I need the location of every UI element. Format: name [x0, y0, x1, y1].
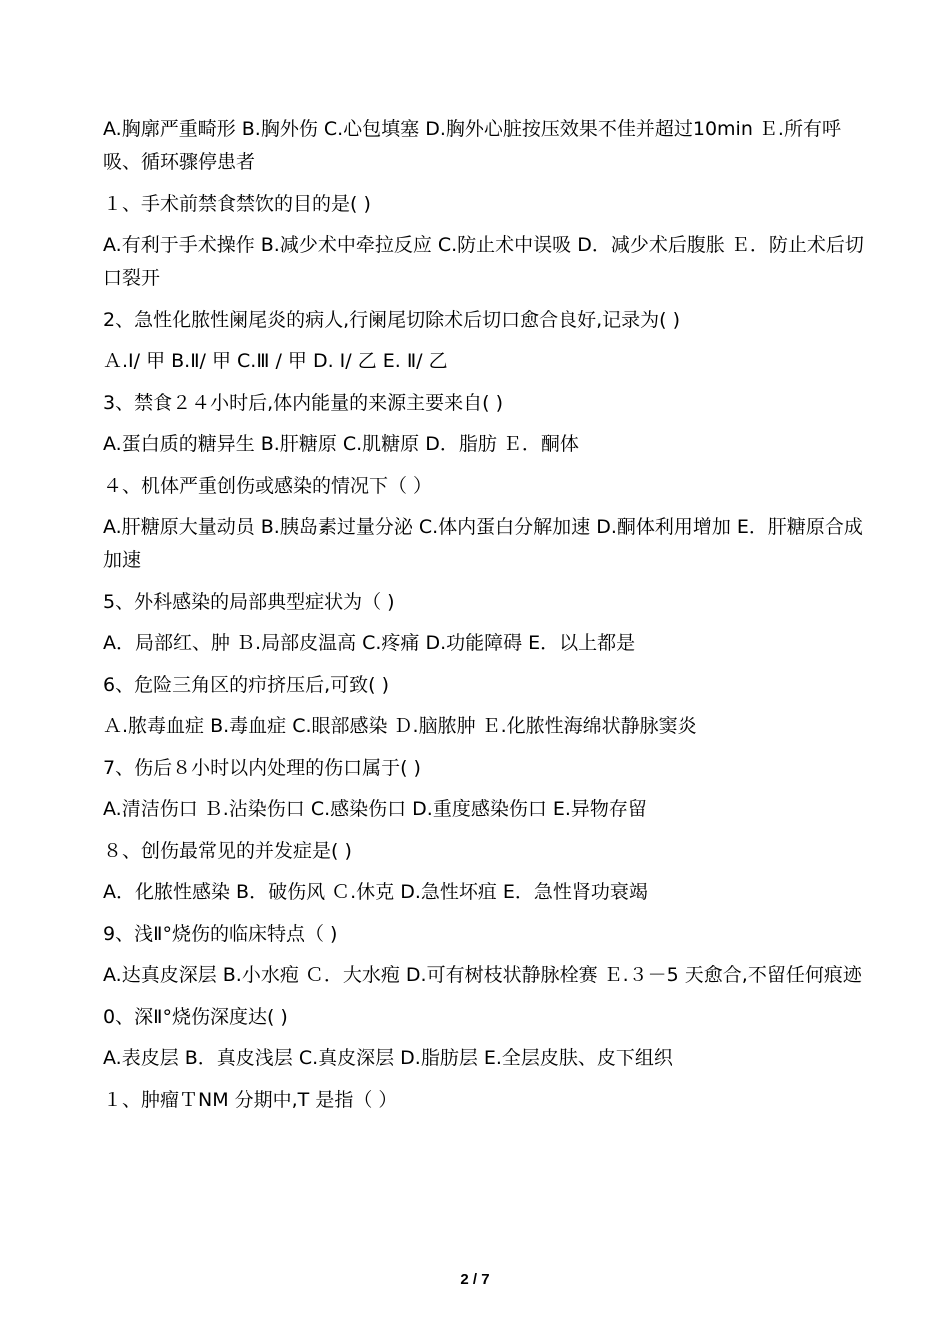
- question-text: 7、伤后８小时以内处理的伤口属于( ): [103, 756, 421, 779]
- question-text: 9、浅Ⅱ°烧伤的临床特点（ ): [103, 922, 338, 945]
- question-text: 0、深Ⅱ°烧伤深度达( ): [103, 1005, 288, 1028]
- question-text: 5、外科感染的局部典型症状为（ ): [103, 590, 395, 613]
- answer-options: A．化脓性感染 B．破伤风 Ｃ.休克 D.急性坏疽 E．急性肾功衰竭: [103, 881, 648, 903]
- answer-options: A.表皮层 B．真皮浅层 C.真皮深层 D.脂肪层 E.全层皮肤、皮下组织: [103, 1047, 673, 1069]
- answer-options: A.清洁伤口 Ｂ.沾染伤口 C.感染伤口 D.重度感染伤口 E.异物存留: [103, 798, 647, 820]
- question-text: １、手术前禁食禁饮的目的是( ): [103, 192, 371, 215]
- question-text: ４、机体严重创伤或感染的情况下（ ）: [103, 474, 433, 497]
- document-body: [88, 113, 868, 1125]
- page-number: 2 / 7: [460, 1271, 490, 1288]
- question-text: １、肿瘤ＴNM 分期中,T 是指（ ）: [103, 1088, 398, 1111]
- answer-options: A.肝糖原大量动员 B.胰岛素过量分泌 C.体内蛋白分解加速 D.酮体利用增加 E．肝糖原合成加速: [103, 516, 863, 571]
- answer-options: A.达真皮深层 B.小水疱 Ｃ．大水疱 D.可有树枝状静脉栓赛 Ｅ.３－5 天愈合,不留任何痕迹: [103, 964, 862, 986]
- answer-options: A.蛋白质的糖异生 B.肝糖原 C.肌糖原 D．脂肪 Ｅ．酮体: [103, 433, 579, 455]
- question-text: 3、禁食２４小时后,体内能量的来源主要来自( ): [103, 391, 503, 414]
- answer-options: Ａ.Ⅰ/ 甲 B.Ⅱ/ 甲 C.Ⅲ / 甲 D. Ⅰ/ 乙 E. Ⅱ/ 乙: [103, 350, 448, 372]
- answer-options: A.胸廓严重畸形 B.胸外伤 C.心包填塞 D.胸外心脏按压效果不佳并超过10min Ｅ.所有呼吸、循环骤停患者: [103, 118, 841, 173]
- answer-options: Ａ.脓毒血症 B.毒血症 C.眼部感染 Ｄ.脑脓肿 Ｅ.化脓性海绵状静脉窦炎: [103, 715, 697, 737]
- answer-options: A.有利于手术操作 B.减少术中牵拉反应 C.防止术中误吸 D．减少术后腹胀 Ｅ．防止术后切口裂开: [103, 234, 864, 289]
- question-text: 2、急性化脓性阑尾炎的病人,行阑尾切除术后切口愈合良好,记录为( ): [103, 308, 681, 331]
- question-text: ８、创伤最常见的并发症是( ): [103, 839, 352, 862]
- question-text: 6、危险三角区的疖挤压后,可致( ): [103, 673, 389, 696]
- answer-options: A．局部红、肿 Ｂ.局部皮温高 C.疼痛 D.功能障碍 E．以上都是: [103, 632, 636, 654]
